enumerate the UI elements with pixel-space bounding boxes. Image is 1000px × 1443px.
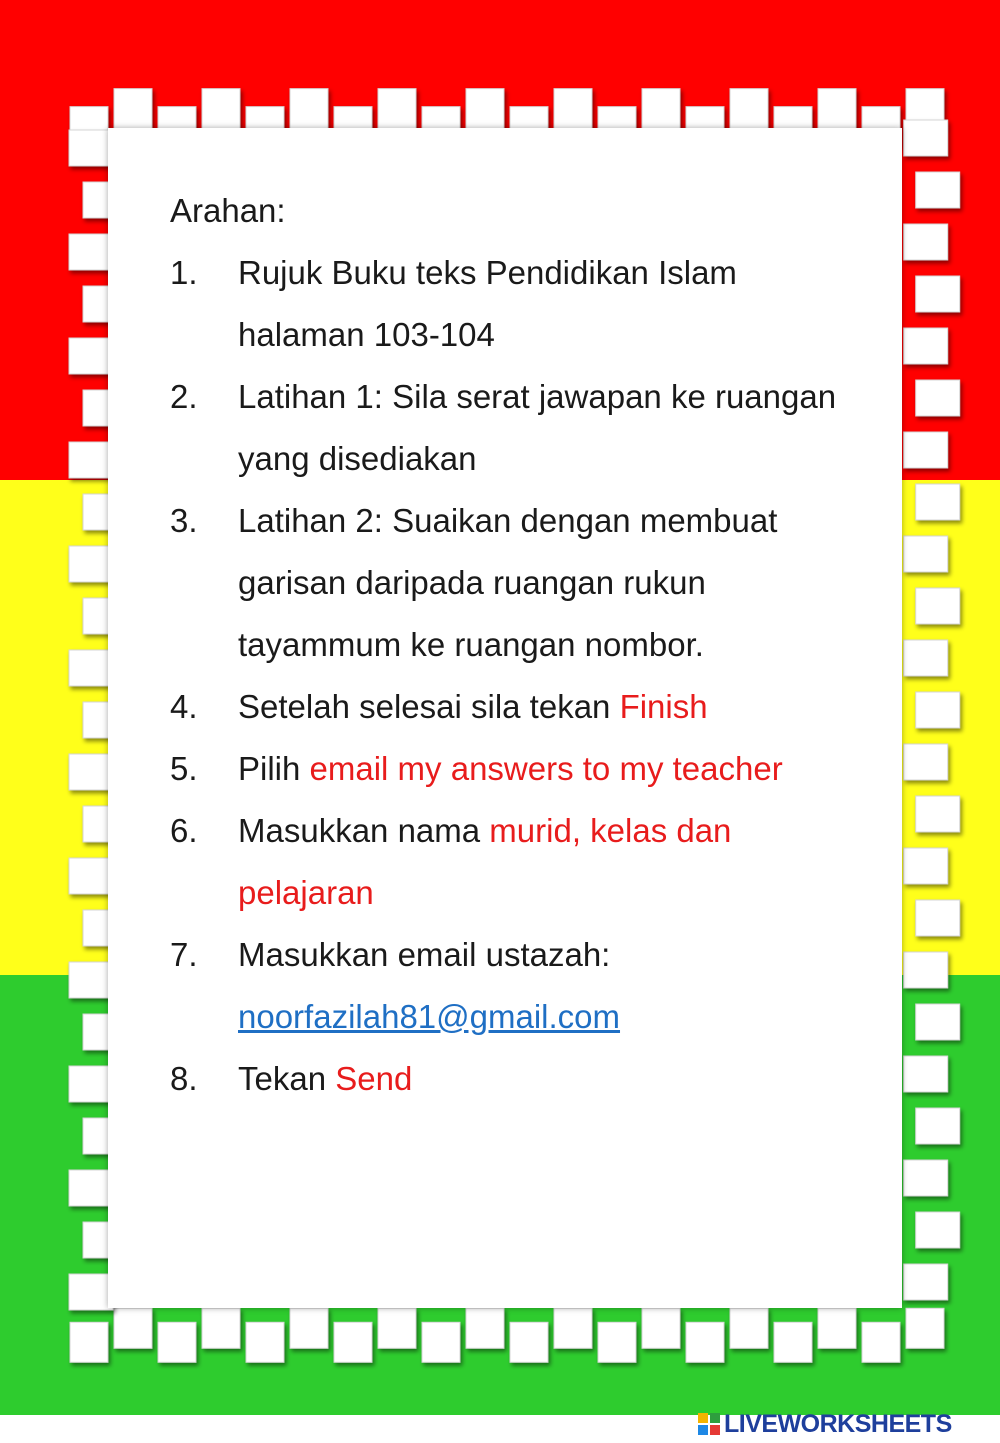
instruction-item-2 — [170, 366, 870, 490]
plain-text: Latihan 2: Suaikan dengan membuat garisan daripada ruangan rukun tayammum ke ruangan nombor. — [238, 502, 778, 663]
item-number: 1. — [170, 254, 198, 291]
item-text — [238, 738, 870, 800]
instruction-item-8 — [170, 1048, 870, 1110]
instruction-item-7 — [170, 924, 870, 1048]
liveworksheets-logo-icon — [698, 1413, 720, 1435]
item-text — [238, 366, 870, 490]
plain-text: Setelah selesai sila tekan — [238, 688, 620, 725]
item-text — [238, 800, 870, 924]
plain-text: Pilih — [238, 750, 310, 787]
liveworksheets-watermark — [698, 1410, 952, 1438]
item-text — [238, 242, 870, 366]
highlight-text: email my answers to my teacher — [309, 750, 783, 787]
instruction-list — [170, 180, 870, 1110]
item-text — [238, 924, 870, 1048]
plain-text: Rujuk Buku teks Pendidikan Islam halaman 103-104 — [238, 254, 737, 353]
highlight-text: murid, kelas dan pelajaran — [238, 812, 732, 911]
plain-text: Latihan 1: Sila serat jawapan ke ruangan yang disediakan — [238, 378, 837, 477]
instruction-item-5 — [170, 738, 870, 800]
item-number: 8. — [170, 1060, 198, 1097]
watermark-text: LIVEWORKSHEETS — [724, 1409, 952, 1438]
plain-text: Masukkan nama — [238, 812, 490, 849]
item-number: 5. — [170, 750, 198, 787]
item-number: 7. — [170, 936, 198, 973]
item-text — [238, 1048, 870, 1110]
instruction-item-3 — [170, 490, 870, 676]
highlight-text: Finish — [619, 688, 708, 725]
item-number: 4. — [170, 688, 198, 725]
instruction-item-4 — [170, 676, 870, 738]
email-link[interactable]: noorfazilah81@gmail.com — [238, 998, 621, 1035]
instruction-item-6 — [170, 800, 870, 924]
instruction-item-1 — [170, 242, 870, 366]
plain-text: Tekan — [238, 1060, 336, 1097]
item-number: 6. — [170, 812, 198, 849]
plain-text: Masukkan email ustazah: — [238, 936, 611, 973]
instructions-heading: Arahan: — [170, 192, 286, 229]
item-number: 3. — [170, 502, 198, 539]
item-text — [238, 490, 870, 676]
item-text — [238, 676, 870, 738]
item-number: 2. — [170, 378, 198, 415]
highlight-text: Send — [335, 1060, 413, 1097]
